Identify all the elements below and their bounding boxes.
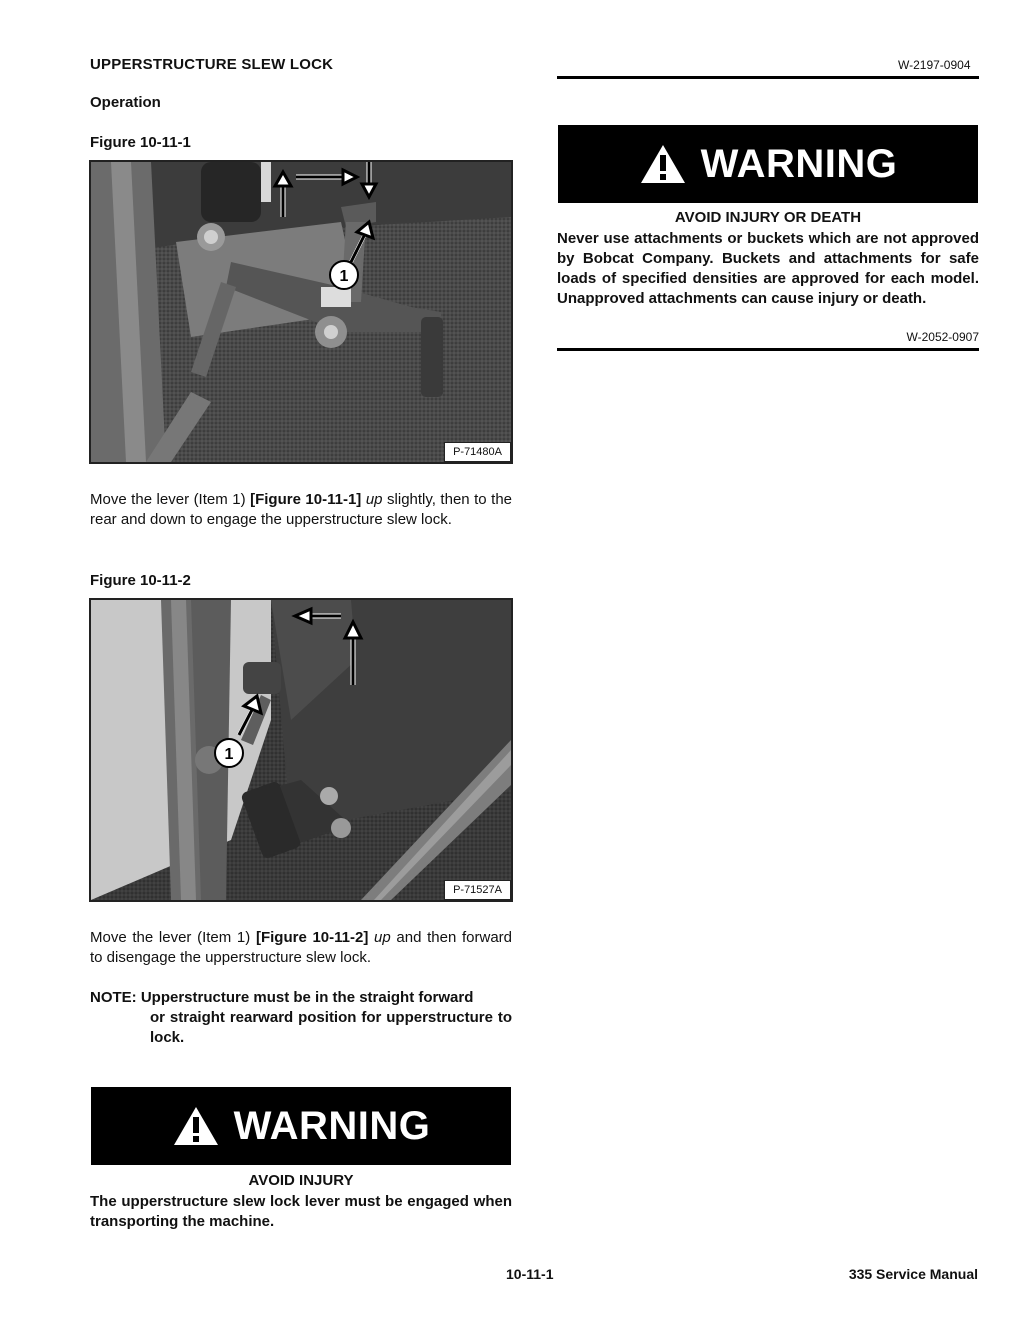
figure-1-callout: 1 <box>339 268 349 285</box>
warning-right-rule <box>557 348 979 351</box>
warning-banner-left <box>91 1087 511 1165</box>
warning-triangle-icon <box>172 1105 220 1147</box>
figure-2-callout: 1 <box>224 746 234 763</box>
figure-1-photo <box>89 160 513 464</box>
paragraph-2-italic: up <box>374 929 391 946</box>
warning-triangle-icon <box>639 143 687 185</box>
note-block <box>90 988 512 1048</box>
page-number: 10-11-1 <box>506 1266 554 1282</box>
warning-banner-right-text: WARNING <box>700 141 898 186</box>
warning-banner-left-text: WARNING <box>233 1103 431 1148</box>
figure-2-label: Figure 10-11-2 <box>90 572 191 589</box>
figure-1-label: Figure 10-11-1 <box>90 134 191 151</box>
paragraph-engage <box>90 490 512 530</box>
paragraph-1-prefix: Move the lever (Item 1) <box>90 491 251 508</box>
paragraph-1-figure-ref: [Figure 10-11-1] <box>250 491 362 508</box>
figure-1-illustration <box>91 162 511 462</box>
figure-2-photo-id: P-71527A <box>444 880 511 900</box>
paragraph-disengage <box>90 928 512 968</box>
warning-right-body: Never use attachments or buckets which are not approved by Bobcat Company. Buckets and attachments for safe loads of specified densities are approved for each model. Unapproved attachments can cause injury or death. <box>557 230 979 307</box>
figure-2-illustration <box>91 600 511 900</box>
figure-2-photo <box>89 598 513 902</box>
figure-1-photo-id: P-71480A <box>444 442 511 462</box>
section-title: UPPERSTRUCTURE SLEW LOCK <box>90 56 334 73</box>
paragraph-1-italic: up <box>365 491 383 508</box>
note-label: NOTE: <box>90 989 137 1006</box>
manual-title: 335 Service Manual <box>848 1266 978 1282</box>
warning-left-body: The upperstructure slew lock lever must be engaged when transporting the machine. <box>90 1193 512 1230</box>
warning-code-top: W-2197-0904 <box>898 58 971 72</box>
header-rule <box>557 76 979 79</box>
paragraph-1-suffix: slightly, then to the rear and down to engage the upperstructure slew lock. <box>90 491 513 528</box>
note-line-1: Upperstructure must be in the straight forward <box>136 989 474 1006</box>
paragraph-2-figure-ref: [Figure 10-11-2] <box>255 929 369 946</box>
warning-right-headline: AVOID INJURY OR DEATH <box>674 209 862 226</box>
warning-banner-right <box>558 125 978 203</box>
operation-subheading: Operation <box>90 94 161 111</box>
paragraph-2-suffix: and then forward to disengage the upperstructure slew lock. <box>90 929 512 966</box>
warning-left-headline: AVOID INJURY <box>248 1172 354 1189</box>
note-text-rest: or straight rearward position for upperstructure to lock. <box>150 1009 512 1046</box>
paragraph-2-prefix: Move the lever (Item 1) <box>90 929 256 946</box>
warning-right-code: W-2052-0907 <box>906 330 979 344</box>
